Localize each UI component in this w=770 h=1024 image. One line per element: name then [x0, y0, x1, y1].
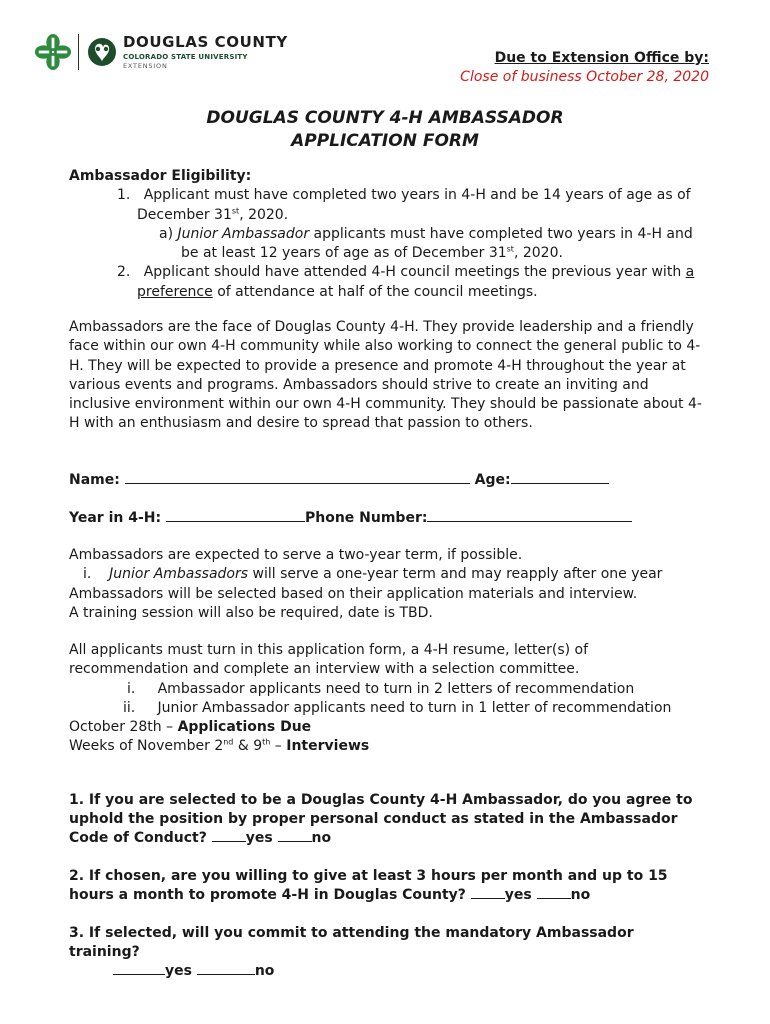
interview-prefix: Weeks of November 2	[69, 738, 224, 755]
year-label: Year in 4-H:	[69, 510, 162, 526]
due-date: Close of business October 28, 2020	[460, 69, 709, 85]
item-number: 1.	[117, 187, 131, 204]
org-extension: EXTENSION	[123, 61, 168, 70]
yes-label: yes	[245, 830, 273, 846]
interview-mid: & 9	[233, 738, 263, 755]
no-answer-line[interactable]	[197, 962, 255, 975]
form-title	[0, 107, 770, 153]
due-bold: Applications Due	[177, 719, 312, 736]
eligibility-item-1a	[69, 225, 709, 264]
item-text-end: of attendance at half of the council meetings.	[212, 283, 538, 300]
item-text-end: , 2020.	[513, 245, 563, 262]
no-label: no	[254, 963, 275, 979]
phone-input-line[interactable]	[427, 509, 632, 522]
due-notice	[460, 49, 709, 87]
question-text: 1. If you are selected to be a Douglas County 4-H Ambassador, do you agree to uphold the position by proper personal conduct as stated in the Ambassador Code of Conduct?	[69, 792, 693, 846]
requirements-item-ii	[69, 699, 709, 718]
due-label: Due to Extension Office by:	[494, 50, 709, 66]
eligibility-heading: Ambassador Eligibility:	[69, 168, 252, 184]
superscript: nd	[223, 737, 234, 747]
header-logos	[34, 32, 288, 72]
item-number: ii.	[123, 699, 136, 716]
yes-answer-line[interactable]	[471, 886, 505, 899]
term-line-3: A training session will also be required, date is TBD.	[69, 604, 433, 621]
item-text: Applicant should have attended 4-H council meetings the previous year with	[143, 264, 686, 281]
age-label: Age:	[474, 472, 511, 488]
age-input-line[interactable]	[511, 471, 609, 484]
4h-clover-icon	[34, 33, 72, 71]
year-input-line[interactable]	[166, 509, 305, 522]
question-3-answers	[69, 962, 709, 981]
name-label: Name:	[69, 472, 120, 488]
item-text: will serve a one-year term and may reapply after one year	[248, 566, 663, 583]
no-answer-line[interactable]	[537, 886, 571, 899]
title-line-1: DOUGLAS COUNTY 4-H AMBASSADOR	[206, 108, 564, 128]
interview-dash: –	[270, 738, 287, 755]
year-phone-row	[69, 509, 709, 528]
question-1	[69, 791, 709, 848]
item-text: Junior Ambassador applicants need to turn in 1 letter of recommendation	[157, 699, 672, 716]
csu-ram-icon	[87, 37, 117, 67]
item-text: Ambassador applicants need to turn in 2 letters of recommendation	[157, 680, 635, 697]
item-number: a)	[159, 225, 174, 242]
yes-answer-line[interactable]	[113, 962, 165, 975]
interview-bold: Interviews	[286, 738, 370, 755]
question-text: 2. If chosen, are you willing to give at least 3 hours per month and up to 15 hours a month to promote 4-H in Douglas County?	[69, 868, 668, 903]
item-italic: Junior Ambassador	[177, 225, 310, 242]
superscript: st	[506, 244, 514, 254]
item-underlined: a preference	[137, 264, 695, 300]
eligibility-item-2	[69, 263, 709, 302]
question-3	[69, 924, 709, 981]
logo-divider	[78, 34, 79, 70]
yes-label: yes	[504, 887, 532, 903]
interviews-line	[69, 737, 709, 756]
no-answer-line[interactable]	[278, 829, 312, 842]
question-2	[69, 867, 709, 905]
term-section	[69, 546, 709, 623]
term-line-1: Ambassadors are expected to serve a two-year term, if possible.	[69, 547, 523, 563]
requirements-section	[69, 641, 709, 757]
question-text: 3. If selected, will you commit to attending the mandatory Ambassador training?	[69, 925, 634, 960]
yes-label: yes	[165, 963, 192, 979]
title-line-2: APPLICATION FORM	[291, 131, 479, 151]
item-text-end: , 2020.	[239, 206, 289, 223]
term-line-2: Ambassadors will be selected based on their application materials and interview.	[69, 585, 638, 602]
item-italic: Junior Ambassadors	[109, 566, 249, 583]
item-text: Applicant must have completed two years in 4-H and be 14 years of age as of December 31	[137, 187, 691, 223]
org-wordmark	[123, 32, 288, 70]
item-number: 2.	[117, 264, 131, 281]
eligibility-section	[69, 167, 709, 302]
applications-due-line	[69, 718, 709, 737]
org-name: DOUGLAS COUNTY	[123, 32, 288, 51]
item-text: applicants must have completed two years in 4-H and be at least 12 years of age as of December 31	[181, 225, 693, 262]
requirements-item-i	[69, 680, 709, 699]
org-university: COLORADO STATE UNIVERSITY	[123, 52, 248, 61]
intro-paragraph: Ambassadors are the face of Douglas County 4-H. They provide leadership and a friendly face within our own 4-H community while also working to connect the general public to 4-H. They will be expected to provide a presence and promote 4-H throughout the year at various events and programs. Ambassadors should strive to create an inviting and inclusive environment within our own 4-H community. They should be passionate about 4-H with an enthusiasm and desire to spread that passion to others.	[69, 319, 702, 432]
item-number: i.	[127, 680, 136, 697]
superscript: th	[262, 737, 271, 747]
name-age-row	[69, 471, 709, 490]
yes-answer-line[interactable]	[212, 829, 246, 842]
no-label: no	[570, 887, 591, 903]
term-item-i	[69, 565, 709, 584]
superscript: st	[231, 205, 240, 215]
requirements-line-1: All applicants must turn in this application form, a 4-H resume, letter(s) of recommendation and complete an interview with a selection committee.	[69, 642, 589, 678]
phone-label: Phone Number:	[304, 510, 428, 526]
item-number: i.	[83, 566, 92, 583]
due-prefix: October 28th –	[69, 719, 178, 736]
name-input-line[interactable]	[125, 471, 470, 484]
eligibility-item-1	[69, 186, 709, 225]
no-label: no	[311, 830, 332, 846]
